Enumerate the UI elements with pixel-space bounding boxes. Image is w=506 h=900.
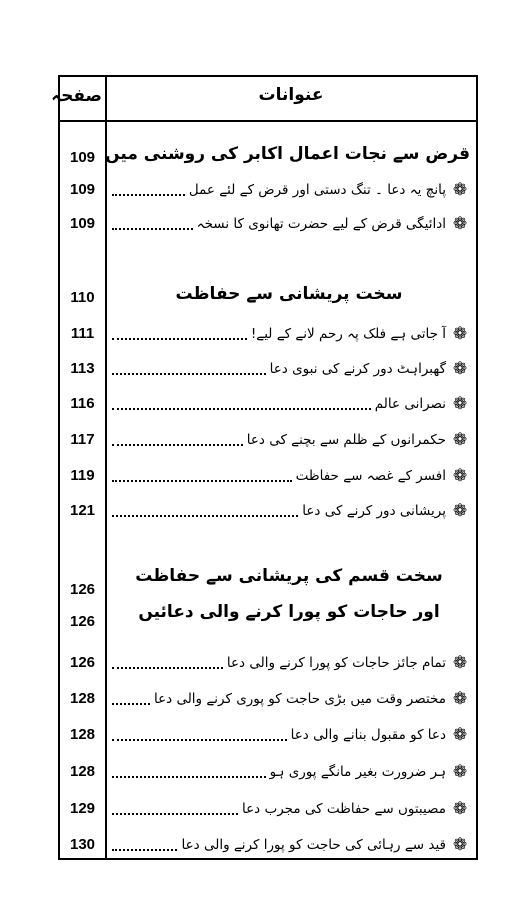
dot-leader [112,776,266,778]
section-heading: سخت پریشانی سے حفاظت [175,284,403,304]
page-number: 126 [69,581,96,598]
section-subheading: اور حاجات کو پورا کرنے والی دعائیں [138,602,440,622]
page-number: 130 [69,836,96,853]
page-number: 111 [70,325,95,342]
flower-bullet-icon: ❁ [452,725,468,745]
section-subheading-row [60,602,476,635]
flower-bullet-icon: ❁ [452,359,468,379]
dot-leader [112,194,185,196]
flower-bullet-icon: ❁ [452,214,468,234]
page-number: 126 [69,613,96,630]
page-number: 119 [70,467,95,484]
page-number: 109 [69,181,96,198]
toc-entry[interactable] [60,686,476,712]
entry-text: پانچ یہ دعا ۔ تنگ دستی اور قرض کے لئے عمل [188,182,446,198]
flower-bullet-icon: ❁ [452,394,468,414]
entry-text: حکمرانوں کے ظلم سے بچنے کی دعا [246,432,446,448]
toc-entry[interactable] [60,427,476,453]
dot-leader [112,703,150,705]
toc-entry[interactable] [60,650,476,676]
toc-entry[interactable] [60,391,476,417]
dot-leader [112,228,193,230]
page-number: 129 [69,800,96,817]
dot-leader [112,408,371,410]
title-column-header: عنوانات [258,85,324,105]
entry-text: افسر کے غصہ سے حفاظت [295,468,446,484]
entry-text: گھبراہٹ دور کرنے کی نبوی دعا [269,361,446,377]
section-heading: سخت قسم کی پریشانی سے حفاظت [135,566,443,586]
flower-bullet-icon: ❁ [452,689,468,709]
page-number: 126 [69,654,96,671]
page-column-header: صفحہ [51,86,102,106]
dot-leader [112,739,287,741]
section-heading-row [60,566,476,603]
entry-text: قید سے رہائی کی حاجت کو پورا کرنے والی دعا [181,837,446,853]
dot-leader [112,480,292,482]
section-heading-row [60,285,476,311]
dot-leader [112,338,247,340]
flower-bullet-icon: ❁ [452,501,468,521]
entry-text: آ جاتی ہے فلک پہ رحم لانے کے لیے! [250,326,446,342]
toc-entry[interactable] [60,796,476,822]
entry-text: ہر ضرورت بغیر مانگے پوری ہو [269,764,446,780]
header-divider [60,120,476,122]
entry-text: تمام جائز حاجات کو پورا کرنے والی دعا [226,655,446,671]
dot-leader [112,515,298,517]
section-heading-row [60,145,476,171]
toc-entry[interactable] [60,832,476,858]
dot-leader [112,667,223,669]
entry-text: دعا کو مقبول بنانے والی دعا [290,727,446,743]
page-number: 117 [70,431,95,448]
page-number: 128 [69,763,96,780]
toc-entry[interactable] [60,463,476,489]
dot-leader [112,813,238,815]
page-number: 128 [69,690,96,707]
flower-bullet-icon: ❁ [452,653,468,673]
page-number: 109 [69,215,96,232]
toc-entry[interactable] [60,356,476,382]
flower-bullet-icon: ❁ [452,762,468,782]
toc-entry[interactable] [60,722,476,748]
flower-bullet-icon: ❁ [452,799,468,819]
dot-leader [112,373,266,375]
toc-table [51,75,478,860]
page-number: 110 [70,289,95,306]
flower-bullet-icon: ❁ [452,324,468,344]
flower-bullet-icon: ❁ [452,835,468,855]
toc-entry[interactable] [60,321,476,347]
page-number: 128 [69,726,96,743]
page-number: 116 [70,395,95,412]
entry-text: نصرانی عالم [374,396,446,412]
entry-text: مصیبتوں سے حفاظت کی مجرب دعا [242,801,446,817]
entry-text: ادائیگی قرض کے لیے حضرت تھانوی کا نسخہ [196,216,446,232]
page-number: 109 [69,149,96,166]
section-heading: قرض سے نجات اعمال اکابر کی روشنی میں [105,144,470,164]
page-number: 121 [69,502,96,519]
toc-entry[interactable] [60,759,476,785]
entry-text: مختصر وقت میں بڑی حاجت کو پوری کرنے والی دعا [153,691,446,707]
dot-leader [112,444,243,446]
flower-bullet-icon: ❁ [452,180,468,200]
page-number: 113 [70,360,95,377]
entry-text: پریشانی دور کرنے کی دعا [302,503,446,519]
toc-entry[interactable] [60,498,476,524]
toc-entry[interactable] [60,211,476,237]
flower-bullet-icon: ❁ [452,466,468,486]
flower-bullet-icon: ❁ [452,430,468,450]
dot-leader [112,849,177,851]
toc-entry[interactable] [60,177,476,203]
